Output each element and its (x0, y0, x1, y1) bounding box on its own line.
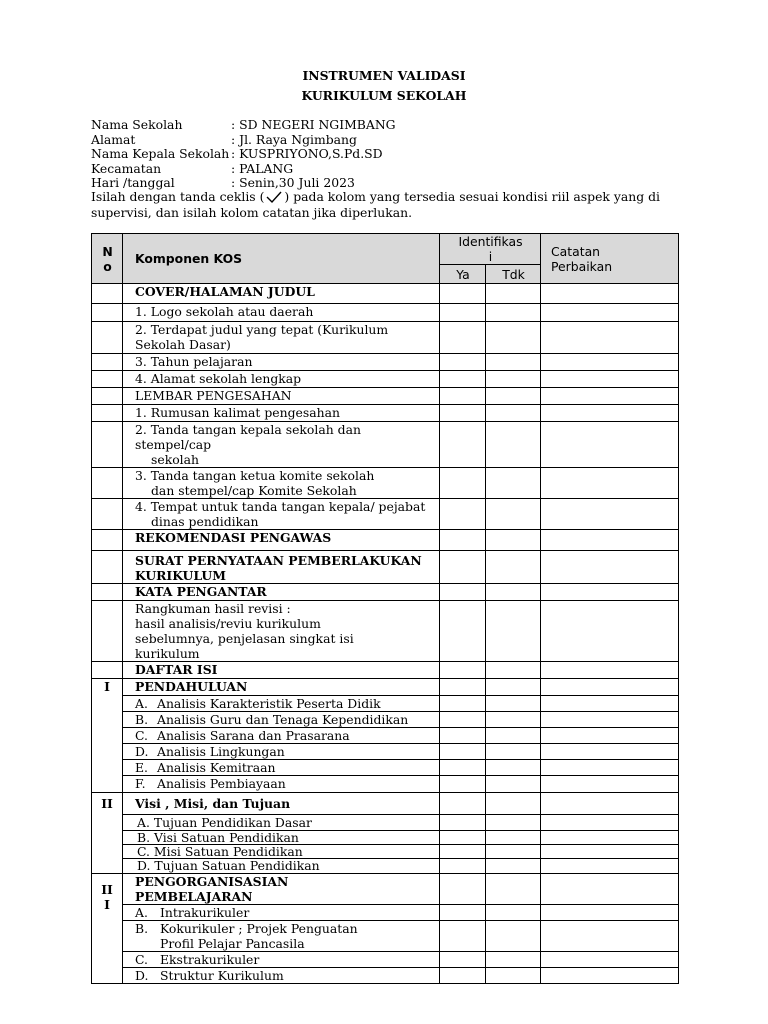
tdk-cell[interactable] (486, 422, 541, 468)
ya-cell[interactable] (440, 728, 486, 744)
ya-cell[interactable] (440, 551, 486, 584)
item-text: 4. Alamat sekolah lengkap (123, 371, 440, 388)
ya-cell[interactable] (440, 776, 486, 793)
ya-cell[interactable] (440, 388, 486, 405)
item-text: F. Analisis Pembiayaan (123, 776, 440, 793)
section-cover: COVER/HALAMAN JUDUL (123, 284, 440, 304)
catatan-cell[interactable] (541, 601, 679, 662)
tdk-cell[interactable] (486, 921, 541, 952)
table-row (92, 952, 679, 968)
section-surat: SURAT PERNYATAAN PEMBERLAKUKAN KURIKULUM (123, 551, 440, 584)
item-text: E. Analisis Kemitraan (123, 760, 440, 776)
table-row (92, 921, 679, 952)
ya-cell[interactable] (440, 584, 486, 601)
catatan-cell[interactable] (541, 793, 679, 815)
catatan-cell[interactable] (541, 952, 679, 968)
tdk-cell[interactable] (486, 815, 541, 831)
ya-cell[interactable] (440, 322, 486, 354)
tdk-cell[interactable] (486, 499, 541, 530)
tdk-cell[interactable] (486, 371, 541, 388)
catatan-cell[interactable] (541, 371, 679, 388)
tdk-cell[interactable] (486, 601, 541, 662)
table-row (92, 968, 679, 984)
catatan-cell[interactable] (541, 815, 679, 831)
table-row (92, 874, 679, 905)
info-value: : KUSPRIYONO,S.Pd.SD (231, 146, 383, 161)
item-text: B. Analisis Guru dan Tenaga Kependidikan (123, 712, 440, 728)
item-text: B. Kokurikuler ; Projek Penguatan Profil Pelajar Pancasila (123, 921, 440, 952)
table-row (92, 679, 679, 696)
table-row (92, 468, 679, 499)
catatan-cell[interactable] (541, 499, 679, 530)
ya-cell[interactable] (440, 815, 486, 831)
ya-cell[interactable] (440, 744, 486, 760)
instruction-text: ) pada kolom yang tersedia sesuai kondisi riil aspek yang di (284, 189, 660, 204)
item-text: C. Ekstrakurikuler (123, 952, 440, 968)
ya-cell[interactable] (440, 530, 486, 551)
catatan-cell[interactable] (541, 304, 679, 322)
section-kata-pengantar: KATA PENGANTAR (123, 584, 440, 601)
info-label: Alamat (91, 132, 136, 147)
item-text: 2. Tanda tangan kepala sekolah dan stempel/cap sekolah (123, 422, 440, 468)
catatan-cell[interactable] (541, 662, 679, 679)
item-text: Rangkuman hasil revisi : hasil analisis/reviu kurikulum sebelumnya, penjelasan singkat isi kurikulum (123, 601, 440, 662)
item-text: A. Analisis Karakteristik Peserta Didik (123, 696, 440, 712)
tdk-cell[interactable] (486, 776, 541, 793)
catatan-cell[interactable] (541, 696, 679, 712)
document-title-line2: KURIKULUM SEKOLAH (301, 88, 467, 103)
ya-cell[interactable] (440, 304, 486, 322)
row-number: II I (92, 874, 123, 984)
catatan-cell[interactable] (541, 905, 679, 921)
section-daftar-isi: DAFTAR ISI (123, 662, 440, 679)
item-text: B. Visi Satuan Pendidikan (123, 831, 440, 845)
table-row (92, 584, 679, 601)
catatan-cell[interactable] (541, 744, 679, 760)
ya-cell[interactable] (440, 499, 486, 530)
catatan-cell[interactable] (541, 284, 679, 304)
ya-cell[interactable] (440, 859, 486, 874)
catatan-cell[interactable] (541, 405, 679, 422)
ya-cell[interactable] (440, 712, 486, 728)
table-row (92, 712, 679, 728)
table-row (92, 304, 679, 322)
tdk-cell[interactable] (486, 584, 541, 601)
tdk-cell[interactable] (486, 405, 541, 422)
item-text: D. Analisis Lingkungan (123, 744, 440, 760)
ya-cell[interactable] (440, 422, 486, 468)
tdk-cell[interactable] (486, 354, 541, 371)
table-row (92, 388, 679, 405)
info-value: : PALANG (231, 161, 294, 176)
info-value: : Jl. Raya Ngimbang (231, 132, 357, 147)
catatan-cell[interactable] (541, 422, 679, 468)
catatan-cell[interactable] (541, 712, 679, 728)
tdk-cell[interactable] (486, 696, 541, 712)
info-label: Hari /tanggal (91, 175, 175, 190)
ya-cell[interactable] (440, 284, 486, 304)
tdk-cell[interactable] (486, 905, 541, 921)
checkmark-icon (265, 190, 283, 204)
ya-cell[interactable] (440, 952, 486, 968)
header-komponen: Komponen KOS (123, 234, 440, 284)
table-row (92, 845, 679, 859)
catatan-cell[interactable] (541, 322, 679, 354)
tdk-cell[interactable] (486, 968, 541, 984)
ya-cell[interactable] (440, 793, 486, 815)
catatan-cell[interactable] (541, 584, 679, 601)
ya-cell[interactable] (440, 845, 486, 859)
ya-cell[interactable] (440, 354, 486, 371)
table-row (92, 601, 679, 662)
table-row (92, 859, 679, 874)
document-title-line1: INSTRUMEN VALIDASI (302, 68, 466, 83)
table-row (92, 760, 679, 776)
info-label: Nama Kepala Sekolah (91, 146, 230, 161)
catatan-cell[interactable] (541, 760, 679, 776)
ya-cell[interactable] (440, 760, 486, 776)
tdk-cell[interactable] (486, 551, 541, 584)
validation-table (91, 233, 679, 984)
table-row (92, 728, 679, 744)
tdk-cell[interactable] (486, 744, 541, 760)
catatan-cell[interactable] (541, 728, 679, 744)
ya-cell[interactable] (440, 696, 486, 712)
ya-cell[interactable] (440, 601, 486, 662)
table-row (92, 322, 679, 354)
tdk-cell[interactable] (486, 530, 541, 551)
table-row (92, 905, 679, 921)
ya-cell[interactable] (440, 905, 486, 921)
info-label: Nama Sekolah (91, 117, 183, 132)
catatan-cell[interactable] (541, 530, 679, 551)
tdk-cell[interactable] (486, 468, 541, 499)
tdk-cell[interactable] (486, 760, 541, 776)
ya-cell[interactable] (440, 874, 486, 905)
table-row (92, 793, 679, 815)
catatan-cell[interactable] (541, 921, 679, 952)
header-ya: Ya (440, 265, 486, 284)
tdk-cell[interactable] (486, 845, 541, 859)
catatan-cell[interactable] (541, 468, 679, 499)
info-label: Kecamatan (91, 161, 162, 176)
tdk-cell[interactable] (486, 952, 541, 968)
tdk-cell[interactable] (486, 662, 541, 679)
instruction-line1 (91, 189, 691, 205)
section-lembar: LEMBAR PENGESAHAN (123, 388, 440, 405)
table-row (92, 776, 679, 793)
ya-cell[interactable] (440, 405, 486, 422)
catatan-cell[interactable] (541, 831, 679, 845)
info-value: : SD NEGERI NGIMBANG (231, 117, 396, 132)
tdk-cell[interactable] (486, 284, 541, 304)
table-row (92, 744, 679, 760)
catatan-cell[interactable] (541, 859, 679, 874)
tdk-cell[interactable] (486, 831, 541, 845)
item-text: 2. Terdapat judul yang tepat (Kurikulum Sekolah Dasar) (123, 322, 440, 354)
catatan-cell[interactable] (541, 968, 679, 984)
item-text: D. Tujuan Satuan Pendidikan (123, 859, 440, 874)
tdk-cell[interactable] (486, 712, 541, 728)
section-visi: Visi , Misi, dan Tujuan (123, 793, 440, 815)
tdk-cell[interactable] (486, 728, 541, 744)
section-pengorganisasian: PENGORGANISASIAN PEMBELAJARAN (123, 874, 440, 905)
tdk-cell[interactable] (486, 874, 541, 905)
table-row (92, 499, 679, 530)
tdk-cell[interactable] (486, 388, 541, 405)
ya-cell[interactable] (440, 679, 486, 696)
tdk-cell[interactable] (486, 793, 541, 815)
catatan-cell[interactable] (541, 776, 679, 793)
table-row (92, 284, 679, 304)
tdk-cell[interactable] (486, 304, 541, 322)
item-text: D. Struktur Kurikulum (123, 968, 440, 984)
ya-cell[interactable] (440, 831, 486, 845)
tdk-cell[interactable] (486, 679, 541, 696)
catatan-cell[interactable] (541, 551, 679, 584)
table-row (92, 354, 679, 371)
item-text: 4. Tempat untuk tanda tangan kepala/ pejabat dinas pendidikan (123, 499, 440, 530)
ya-cell[interactable] (440, 662, 486, 679)
ya-cell[interactable] (440, 968, 486, 984)
header-identifikasi: Identifikas i (440, 234, 541, 265)
ya-cell[interactable] (440, 468, 486, 499)
item-text: 1. Rumusan kalimat pengesahan (123, 405, 440, 422)
item-text: 3. Tanda tangan ketua komite sekolah dan stempel/cap Komite Sekolah (123, 468, 440, 499)
header-no: N o (92, 234, 123, 284)
row-number: I (92, 679, 123, 793)
section-rekomendasi: REKOMENDASI PENGAWAS (123, 530, 440, 551)
table-row (92, 696, 679, 712)
table-row (92, 551, 679, 584)
instruction-text: Isilah dengan tanda ceklis ( (91, 189, 265, 204)
table-row (92, 530, 679, 551)
catatan-cell[interactable] (541, 388, 679, 405)
ya-cell[interactable] (440, 371, 486, 388)
item-text: C. Misi Satuan Pendidikan (123, 845, 440, 859)
catatan-cell[interactable] (541, 679, 679, 696)
table-row (92, 815, 679, 831)
section-pendahuluan: PENDAHULUAN (123, 679, 440, 696)
tdk-cell[interactable] (486, 322, 541, 354)
item-text: 3. Tahun pelajaran (123, 354, 440, 371)
info-value: : Senin,30 Juli 2023 (231, 175, 355, 190)
header-catatan: Catatan Perbaikan (541, 234, 679, 284)
header-tdk: Tdk (486, 265, 541, 284)
item-text: A. Tujuan Pendidikan Dasar (123, 815, 440, 831)
table-row (92, 371, 679, 388)
row-number: II (92, 793, 123, 874)
instruction-line2: supervisi, dan isilah kolom catatan jika diperlukan. (91, 205, 413, 220)
item-text: A. Intrakurikuler (123, 905, 440, 921)
table-row (92, 405, 679, 422)
catatan-cell[interactable] (541, 845, 679, 859)
table-row (92, 422, 679, 468)
tdk-cell[interactable] (486, 859, 541, 874)
catatan-cell[interactable] (541, 874, 679, 905)
table-row (92, 662, 679, 679)
item-text: C. Analisis Sarana dan Prasarana (123, 728, 440, 744)
catatan-cell[interactable] (541, 354, 679, 371)
table-row (92, 831, 679, 845)
ya-cell[interactable] (440, 921, 486, 952)
item-text: 1. Logo sekolah atau daerah (123, 304, 440, 322)
